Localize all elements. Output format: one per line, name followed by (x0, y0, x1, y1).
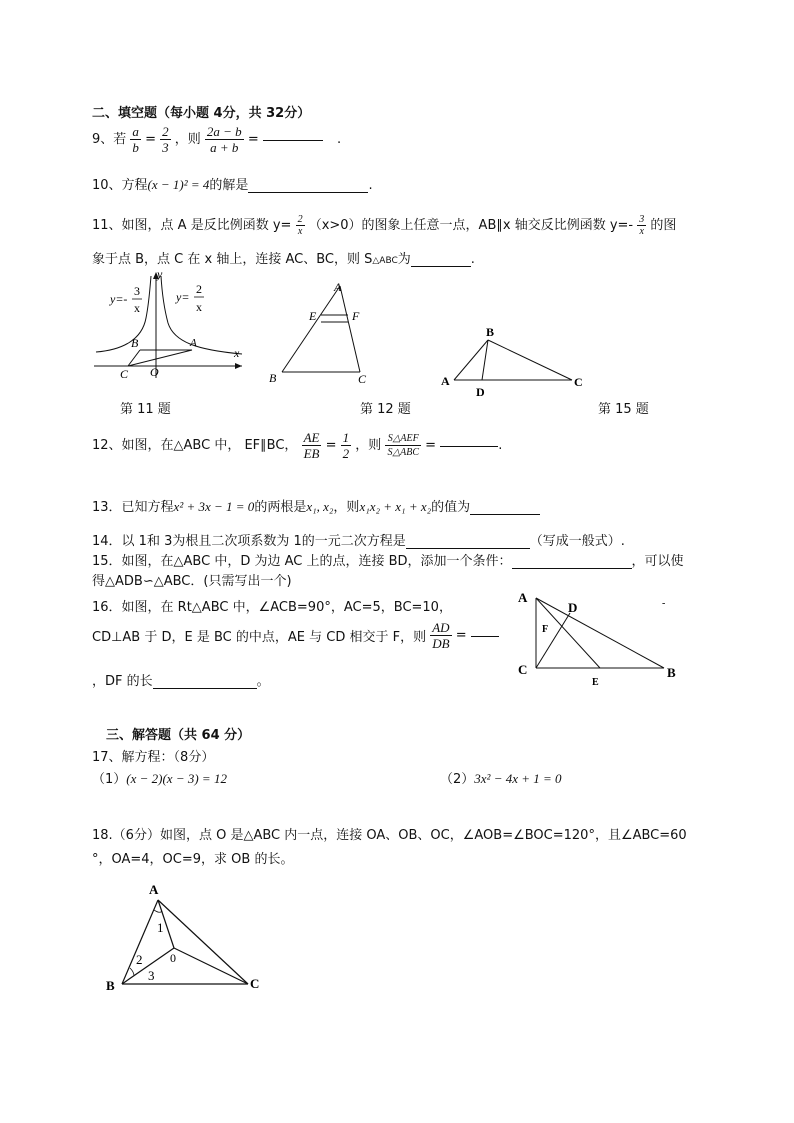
q16-length-blank[interactable] (153, 687, 257, 689)
figure-12-triangle (262, 278, 372, 388)
question-16-line-2: CD⊥AB 于 D，E 是 BC 的中点，AE 与 CD 相交于 F，则 $\frac{AD}{DB}$ = (92, 620, 499, 651)
svg-text:A: A (518, 590, 528, 605)
svg-text:C: C (574, 375, 583, 389)
figure-11-hyperbola (92, 268, 252, 383)
svg-text:A: A (190, 337, 197, 349)
svg-text:O: O (150, 365, 159, 379)
svg-text:B: B (106, 978, 115, 993)
q9-answer-blank[interactable] (263, 139, 323, 141)
question-16-line-1: 16．如图，在 Rt△ABC 中，∠ACB=90°，AC=5，BC=10， (92, 600, 452, 615)
caption-fig-12: 第 12 题 (360, 402, 411, 417)
svg-text:y=: y= (176, 290, 190, 304)
label-y: y (157, 268, 163, 281)
q11-answer-blank[interactable] (411, 265, 471, 267)
svg-text:A: A (334, 280, 342, 294)
svg-text:E: E (592, 677, 599, 688)
svg-text:D: D (568, 600, 578, 615)
figure-15-triangle (438, 322, 588, 400)
svg-text:3: 3 (148, 968, 155, 983)
question-13: 13．已知方程x² + 3x − 1 = 0的两根是x₁, x₂，则x₁x₂ + x₁ + x₂的值为 (92, 496, 540, 515)
svg-text:F: F (352, 309, 360, 323)
question-12: 12、如图，在△ABC 中， EF∥BC， $\frac{AE}{EB}$ = $\frac{1}{2}$ ，则 $\frac{\text{S△AEF}}{\text{S△ABC}}$ = . (92, 430, 503, 461)
question-17-part-2: （2）3x² − 4x + 1 = 0 (440, 771, 562, 787)
svg-text:C: C (120, 367, 129, 381)
svg-text:x: x (134, 301, 140, 315)
svg-text:E: E (309, 309, 317, 323)
svg-text:B: B (269, 371, 277, 385)
q16-ratio-blank[interactable] (471, 635, 499, 637)
svg-text:D: D (476, 385, 485, 399)
svg-text:x: x (196, 300, 202, 314)
question-16-line-3: ，DF 的长 。 (92, 674, 270, 689)
svg-text:A: A (149, 882, 159, 897)
q9-fraction-expr: $\frac{2a - b}{a + b}$ (206, 124, 242, 155)
caption-fig-11: 第 11 题 (120, 402, 171, 417)
svg-text:C: C (250, 976, 260, 991)
q13-answer-blank[interactable] (470, 513, 540, 515)
svg-text:0: 0 (170, 951, 176, 965)
label-x: x (234, 346, 240, 360)
svg-text:2: 2 (136, 952, 143, 967)
q15-answer-blank[interactable] (512, 567, 632, 569)
question-9: 9、若 $\frac{a}{b}$ = $\frac{2}{3}$ ，则 $\frac{2a - b}{a + b}$ = . (92, 124, 342, 155)
question-14: 14．以 1和 3为根且二次项系数为 1的一元二次方程是 （写成一般式）. (92, 534, 625, 549)
svg-text:B: B (486, 325, 495, 339)
svg-text:2: 2 (196, 282, 202, 296)
question-18-line-2: °，OA=4，OC=9，求 OB 的长。 (92, 852, 294, 867)
svg-text:1: 1 (157, 920, 164, 935)
section-3-title: 三、解答题（共 64 分） (106, 728, 251, 743)
figure-16-right-triangle (510, 586, 686, 688)
svg-text:C: C (518, 662, 528, 677)
figure-18-triangle (100, 880, 270, 998)
q9-fraction-a-b: $\frac{a}{b}$ (132, 124, 139, 155)
question-17-part-1: （1）(x − 2)(x − 3) = 12 (92, 771, 227, 787)
question-15-line-1: 15．如图，在△ABC 中，D 为边 AC 上的点，连接 BD，添加一个条件： ，可以使 (92, 554, 684, 569)
svg-text:B: B (667, 665, 676, 680)
svg-text:C: C (358, 372, 367, 386)
svg-text:F: F (542, 624, 549, 635)
svg-text:B: B (131, 336, 139, 350)
left-hyperbola-branch (96, 276, 151, 352)
q14-answer-blank[interactable] (406, 547, 530, 549)
svg-text:3: 3 (134, 284, 140, 298)
question-15-line-2: 得△ADB∽△ABC．(只需写出一个) (92, 574, 292, 589)
q12-answer-blank[interactable] (440, 445, 498, 447)
svg-text:-: - (662, 598, 666, 609)
question-11-line-1: 11、如图，点 A 是反比例函数 y= $\frac{2}{x}$ （x>0）的图象上任意一点，AB∥x 轴交反比例函数 y=- $\frac{3}{x}$ 的图 (92, 214, 677, 237)
section-2-title: 二、填空题（每小题 4分，共 32分） (92, 106, 311, 121)
svg-text:y=-: y=- (110, 292, 128, 306)
question-18-line-1: 18.（6分）如图，点 O 是△ABC 内一点，连接 OA、OB、OC，∠AOB=∠BOC=120°，且∠ABC=60 (92, 828, 687, 843)
question-17-title: 17、解方程：（8分） (92, 750, 215, 765)
q10-answer-blank[interactable] (248, 191, 368, 193)
q9-fraction-2-3: $\frac{2}{3}$ (162, 124, 169, 155)
caption-fig-15: 第 15 题 (598, 402, 649, 417)
question-10: 10、方程(x − 1)² = 4的解是 . (92, 177, 373, 193)
svg-text:A: A (441, 374, 450, 388)
question-11-line-2: 象于点 B，点 C 在 x 轴上，连接 AC、BC，则 S△ABC为 . (92, 252, 475, 267)
